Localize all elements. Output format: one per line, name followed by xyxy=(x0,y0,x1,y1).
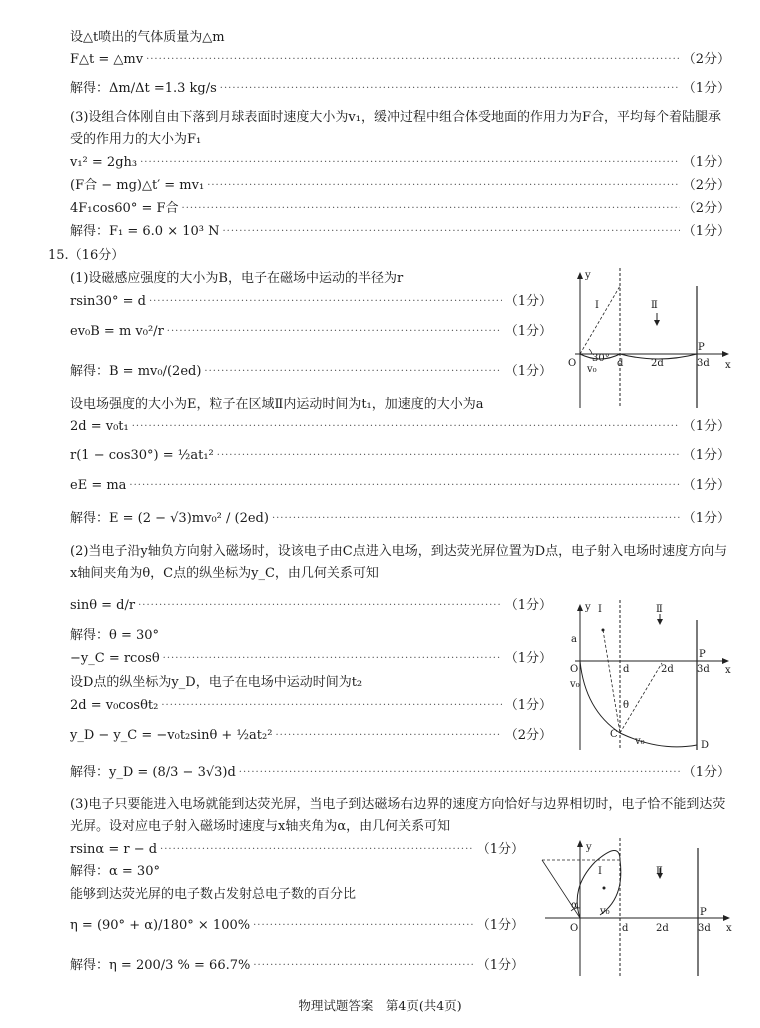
equation-line xyxy=(70,511,730,527)
answer: 解得：α = 30° xyxy=(70,864,160,879)
leader-dots xyxy=(204,364,501,380)
score: （1分） xyxy=(476,958,524,973)
score: （2分） xyxy=(504,728,552,743)
center-point xyxy=(602,629,605,632)
leader-dots xyxy=(161,698,501,714)
equation: (F合 − mg)△t′ = mv₁ xyxy=(70,178,205,193)
leader-dots xyxy=(149,294,502,310)
y-label: y xyxy=(586,842,592,853)
score: （1分） xyxy=(504,364,552,379)
equation: rsin30° = d xyxy=(70,294,146,309)
equation: eE = ma xyxy=(70,478,127,493)
p-label: P xyxy=(699,649,706,660)
equation-line xyxy=(70,178,730,194)
equation-line xyxy=(70,765,730,781)
score: （1分） xyxy=(682,224,730,239)
equation: sinθ = d/r xyxy=(70,598,136,613)
leader-dots xyxy=(163,651,502,667)
leader-dots xyxy=(132,419,680,435)
score: （1分） xyxy=(682,511,730,526)
leader-dots xyxy=(239,765,680,781)
equation: 2d = v₀t₁ xyxy=(70,419,129,434)
equation-line xyxy=(70,419,730,435)
answer: 解得：y_D = (8/3 − 3√3)d xyxy=(70,765,236,780)
2d-label: 2d xyxy=(656,923,669,934)
region-2-label: Ⅱ xyxy=(651,300,658,311)
question-paragraph: (3)设组合体刚自由下落到月球表面时速度大小为v₁，缓冲过程中组合体受地面的作用力为F合，平均每个着陆腿承受的作用力的大小为F₁ xyxy=(70,110,721,147)
question-paragraph: (2)当电子沿y轴负方向射入磁场时，设该电子由C点进入电场，到达荧光屏位置为D点，电子射入电场时速度方向与x轴间夹角为θ，C点的纵坐标为y_C，由几何关系可知 xyxy=(70,544,728,581)
p-label: P xyxy=(698,342,705,353)
angle-label: 30° xyxy=(592,353,610,364)
leader-dots xyxy=(222,224,679,240)
equation: −y_C = rcosθ xyxy=(70,651,160,666)
alpha-label: α xyxy=(571,900,578,911)
equation-line xyxy=(70,728,552,744)
equation-line xyxy=(70,478,730,494)
leader-dots xyxy=(146,52,680,68)
origin-label: O xyxy=(568,358,577,369)
radius-line xyxy=(603,630,620,733)
d-label: d xyxy=(617,358,624,369)
answer: 解得：θ = 30° xyxy=(70,628,160,643)
equation-line xyxy=(70,224,730,240)
equation: r(1 − cos30°) = ½at₁² xyxy=(70,448,214,463)
theta-label: θ xyxy=(623,700,630,711)
equation-line xyxy=(70,201,730,217)
y-axis-arrow xyxy=(577,604,583,611)
equation-line xyxy=(70,52,730,68)
equation-line xyxy=(70,842,524,858)
2d-label: 2d xyxy=(651,358,664,369)
equation-line xyxy=(70,155,730,171)
v0-label: v₀ xyxy=(570,679,580,690)
v0-label-c: v₀ xyxy=(635,736,645,747)
figure-2-diagram xyxy=(565,600,740,755)
field-arrowhead xyxy=(657,619,663,625)
electric-trajectory xyxy=(620,733,697,747)
score: （1分） xyxy=(504,698,552,713)
equation-line xyxy=(70,918,524,934)
field-arrowhead xyxy=(654,320,660,326)
equation: v₁² = 2gh₃ xyxy=(70,155,138,170)
answer: 解得：η = 200/3 % = 66.7% xyxy=(70,958,251,973)
answer: 解得：B = mv₀/(2ed) xyxy=(70,364,202,379)
leader-dots xyxy=(253,918,474,934)
radius-line xyxy=(580,286,620,354)
x-axis-arrow xyxy=(723,915,730,921)
leader-dots xyxy=(160,842,474,858)
equation-line xyxy=(70,324,552,340)
region-2-label: Ⅱ xyxy=(656,604,663,615)
equation-line xyxy=(70,364,552,380)
2d-label: 2d xyxy=(661,664,674,675)
score: （1分） xyxy=(682,478,730,493)
leader-dots xyxy=(182,201,680,217)
equation-line xyxy=(70,448,730,464)
x-label: x xyxy=(726,923,732,934)
v0-label: v₀ xyxy=(587,364,597,375)
leader-dots xyxy=(140,155,680,171)
region-1-label: Ⅰ xyxy=(598,604,602,615)
score: （2分） xyxy=(682,178,730,193)
electron-trajectory xyxy=(577,850,621,918)
d-label: d xyxy=(622,923,629,934)
score: （2分） xyxy=(682,52,730,67)
leader-dots xyxy=(272,511,680,527)
question-paragraph: (3)电子只要能进入电场就能到达荧光屏，当电子到达磁场右边界的速度方向恰好与边界相切时，电子恰不能到达荧光屏。设对应电子射入磁场时速度与x轴夹角为α，由几何关系可知 xyxy=(70,797,726,834)
score: （1分） xyxy=(504,651,552,666)
leader-dots xyxy=(275,728,501,744)
score: （1分） xyxy=(476,842,524,857)
leader-dots xyxy=(207,178,680,194)
leader-dots xyxy=(167,324,502,340)
equation-line xyxy=(70,598,552,614)
leader-dots xyxy=(129,478,679,494)
text-line: 能够到达荧光屏的电子数占发射总电子数的百分比 xyxy=(70,887,357,902)
score: （1分） xyxy=(682,81,730,96)
equation: ev₀B = m v₀²/r xyxy=(70,324,164,339)
score: （1分） xyxy=(476,918,524,933)
answer: 解得：Δm/Δt =1.3 kg/s xyxy=(70,81,217,96)
figure-3-diagram xyxy=(540,838,740,978)
answer: 解得：E = (2 − √3)mv₀² / (2ed) xyxy=(70,511,269,526)
score: （2分） xyxy=(682,201,730,216)
d-point-label: D xyxy=(701,740,710,751)
leader-dots xyxy=(220,81,680,97)
d-label: d xyxy=(623,664,630,675)
score: （1分） xyxy=(504,324,552,339)
p-label: P xyxy=(700,907,707,918)
equation: rsinα = r − d xyxy=(70,842,158,857)
region-2-label: Ⅱ xyxy=(656,866,663,877)
x-label: x xyxy=(725,665,731,676)
leader-dots xyxy=(138,598,502,614)
a-label: a xyxy=(571,634,577,645)
score: （1分） xyxy=(682,765,730,780)
score: （1分） xyxy=(682,448,730,463)
x-axis-arrow xyxy=(722,351,729,357)
figure-1-diagram xyxy=(565,268,740,413)
3d-label: 3d xyxy=(697,358,710,369)
text-line: 设△t喷出的气体质量为△m xyxy=(70,30,225,45)
x-label: x xyxy=(725,360,731,371)
equation: 4F₁cos60° = F合 xyxy=(70,201,179,216)
y-label: y xyxy=(585,602,591,613)
question-header: 15.（16分） xyxy=(48,248,125,263)
origin-label: O xyxy=(570,664,579,675)
score: （1分） xyxy=(682,419,730,434)
equation-line xyxy=(70,958,524,974)
equation-line xyxy=(70,698,552,714)
region-1-label: Ⅰ xyxy=(595,300,599,311)
score: （1分） xyxy=(682,155,730,170)
c-label: C xyxy=(610,729,618,740)
leader-dots xyxy=(217,448,680,464)
v0-label: v₀ xyxy=(600,906,610,917)
leader-dots xyxy=(253,958,473,974)
3d-label: 3d xyxy=(697,664,710,675)
score: （1分） xyxy=(504,598,552,613)
region-1-label: Ⅰ xyxy=(598,866,602,877)
origin-label: O xyxy=(570,923,579,934)
text-line: (1)设磁感应强度的大小为B，电子在磁场中运动的半径为r xyxy=(70,271,404,286)
text-line: 设电场强度的大小为E，粒子在区域Ⅱ内运动时间为t₁，加速度的大小为a xyxy=(70,397,484,412)
x-axis-arrow xyxy=(722,658,729,664)
center-point xyxy=(603,887,606,890)
page-footer: 物理试题答案 第4页(共4页) xyxy=(298,998,462,1013)
y-label: y xyxy=(585,270,591,281)
3d-label: 3d xyxy=(698,923,711,934)
equation: 2d = v₀cosθt₂ xyxy=(70,698,159,713)
equation: F△t = △mv xyxy=(70,52,144,67)
equation-line xyxy=(70,294,552,310)
equation-line xyxy=(70,81,730,97)
y-axis-arrow xyxy=(577,840,583,847)
equation-line xyxy=(70,651,552,667)
equation: η = (90° + α)/180° × 100% xyxy=(70,918,251,933)
score: （1分） xyxy=(504,294,552,309)
answer: 解得：F₁ = 6.0 × 10³ N xyxy=(70,224,220,239)
equation: y_D − y_C = −v₀t₂sinθ + ½at₂² xyxy=(70,728,273,743)
y-axis-arrow xyxy=(577,272,583,279)
text-line: 设D点的纵坐标为y_D，电子在电场中运动时间为t₂ xyxy=(70,675,363,690)
